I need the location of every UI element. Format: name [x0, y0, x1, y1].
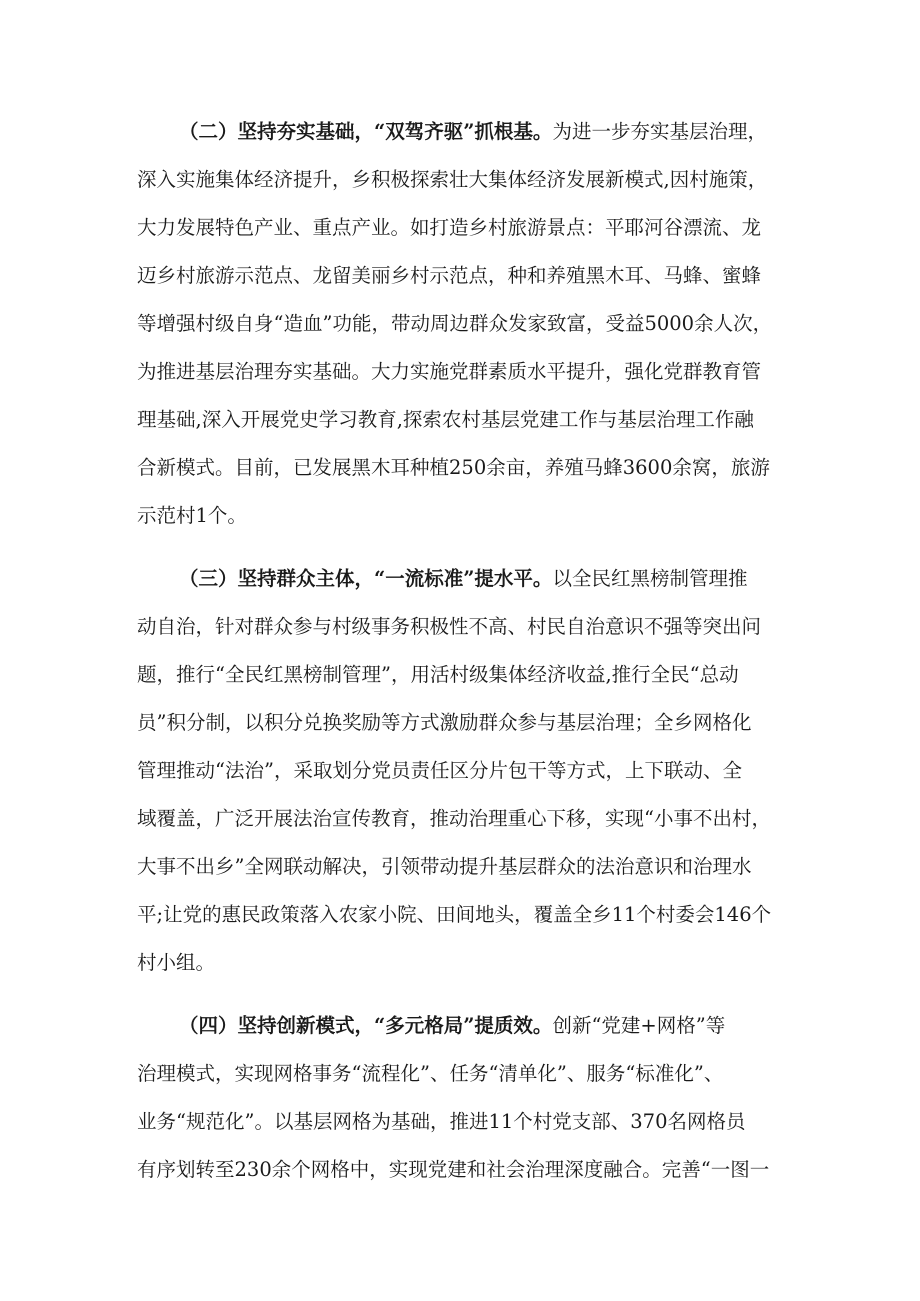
paragraph-2-line: 深入实施集体经济提升，乡积极探索壮大集体经济发展新模式,因村施策， — [137, 168, 768, 191]
paragraph-3-line: 题，推行“全民红黑榜制管理”，用活村级集体经济收益,推行全民“总动 — [137, 663, 739, 686]
paragraph-3-line: 大事不出乡”全网联动解决，引领带动提升基层群众的法治意识和治理水 — [137, 855, 752, 878]
paragraph-4-first-line-text: 创新“党建+网格”等 — [552, 1014, 726, 1037]
paragraph-2-line: 等增强村级自身“造血”功能，带动周边群众发家致富，受益5000余人次， — [137, 312, 773, 335]
paragraph-4-line-1 — [179, 1011, 725, 1041]
paragraph-3-line: 管理推动“法治”，采取划分党员责任区分片包干等方式，上下联动、全 — [137, 759, 742, 782]
paragraph-2-line: 理基础,深入开展党史学习教育,探索农村基层党建工作与基层治理工作融 — [137, 408, 754, 431]
paragraph-2-line: 示范村1个。 — [137, 504, 247, 527]
paragraph-3-line: 动自治，针对群众参与村级事务积极性不高、村民自治意识不强等突出问 — [137, 615, 762, 638]
paragraph-2-line-1 — [179, 117, 767, 147]
paragraph-2-first-line-text: 为进一步夯实基层治理， — [552, 120, 767, 143]
paragraph-4-line: 业务“规范化”。以基层网格为基础，推进11个村党支部、370名网格员 — [137, 1110, 746, 1133]
paragraph-3-line: 员”积分制，以积分兑换奖励等方式激励群众参与基层治理；全乡网格化 — [137, 711, 752, 734]
paragraph-4-line: 有序划转至230余个网格中，实现党建和社会治理深度融合。完善“一图一 — [137, 1158, 770, 1181]
paragraph-4-heading: （四）坚持创新模式，“多元格局”提质效。 — [179, 1014, 553, 1037]
paragraph-3-first-line-text: 以全民红黑榜制管理推 — [552, 567, 748, 590]
paragraph-2-line: 为推进基层治理夯实基础。大力实施党群素质水平提升，强化党群教育管 — [137, 360, 762, 383]
paragraph-3-line: 村小组。 — [137, 951, 216, 974]
paragraph-2-heading: （二）坚持夯实基础，“双驾齐驱”抓根基。 — [179, 120, 553, 143]
paragraph-3-line: 平;让党的惠民政策落入农家小院、田间地头，覆盖全乡11个村委会146个 — [137, 903, 772, 926]
paragraph-3-line: 域覆盖，广泛开展法治宣传教育，推动治理重心下移，实现“小事不出村， — [137, 807, 771, 830]
paragraph-2-line: 迈乡村旅游示范点、龙留美丽乡村示范点，种和养殖黑木耳、马蜂、蜜蜂 — [137, 264, 762, 287]
paragraph-2-line: 合新模式。目前，已发展黑木耳种植250余亩，养殖马蜂3600余窝，旅游 — [137, 456, 770, 479]
paragraph-3-heading: （三）坚持群众主体，“一流标准”提水平。 — [179, 567, 553, 590]
paragraph-3-line-1 — [179, 564, 747, 594]
paragraph-4-line: 治理模式，实现网格事务“流程化”、任务“清单化”、服务“标准化”、 — [137, 1062, 724, 1085]
paragraph-2-line: 大力发展特色产业、重点产业。如打造乡村旅游景点：平耶河谷漂流、龙 — [137, 216, 762, 239]
